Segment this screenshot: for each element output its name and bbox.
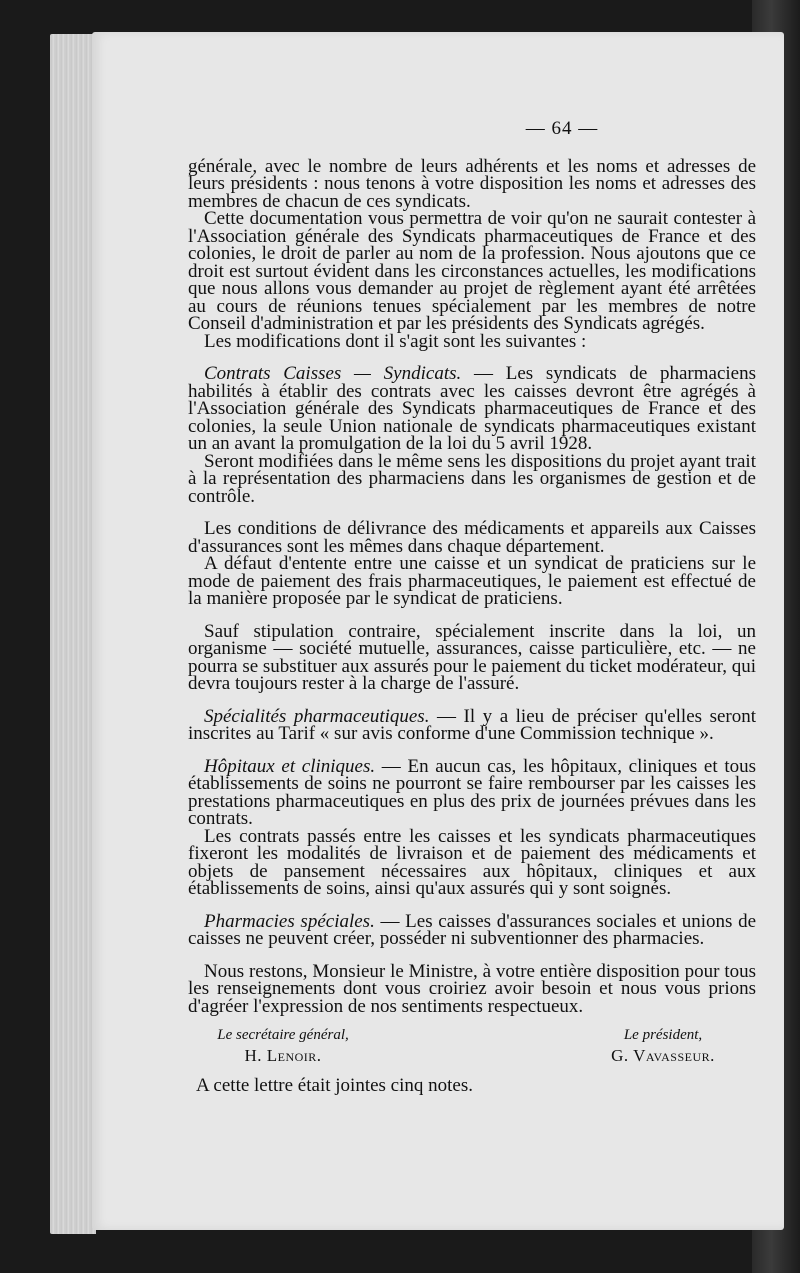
- paragraph: Les conditions de délivrance des médicaments et appareils aux Caisses d'assurances sont les mêmes dans chaque département.: [188, 518, 756, 557]
- section-text: — Les caisses d'assurances sociales et unions de caisses ne peuvent créer, posséder ni subventionner des pharmacies.: [188, 910, 756, 949]
- paragraph: Les contrats passés entre les caisses et les syndicats pharmaceutiques fixeront les modalités de livraison et de paiement des médicaments et objets de pansement nécessaires aux hôpitaux, cliniques et aux établissements de soins, ainsi qu'aux assurés qui y sont soignés.: [188, 825, 756, 899]
- signature-block: [188, 1027, 756, 1063]
- signature-name: H. Lenoir.: [244, 1046, 322, 1065]
- closing-note: A cette lettre était jointes cinq notes.: [196, 1075, 473, 1096]
- paragraph: A défaut d'entente entre une caisse et un syndicat de praticiens sur le mode de paiement des frais pharmaceutiques, le paiement est effectué de la manière proposée par le syndicat de praticiens.: [188, 553, 756, 609]
- page-text: [188, 120, 756, 1095]
- signature-role: Le président,: [623, 1027, 703, 1043]
- paragraph: Cette documentation vous permettra de voir qu'on ne saurait contester à l'Association générale des Syndicats pharmaceutiques de France et des colonies, le droit de parler au nom de la profession. Nous ajoutons que ce droit est surtout évident dans les circonstances actuelles, les modifications que nous allons vous demander au projet de règlement ayant été arrêtées au cours de réunions tenues spécialement par les membres de notre Conseil d'administration et par les présidents des Syndicats agrégés.: [188, 208, 756, 334]
- section-heading: Spécialités pharmaceutiques.: [204, 705, 430, 727]
- paragraph-conclusion: Nous restons, Monsieur le Ministre, à votre entière disposition pour tous les renseignements dont vous croiriez avoir besoin et nous vous prions d'agréer l'expression de nos sentiments respectueux.: [188, 960, 756, 1017]
- signature-secretary: [208, 1027, 358, 1065]
- paragraph: générale, avec le nombre de leurs adhérents et les noms et adresses de leurs présidents : nous tenons à votre disposition les noms et adresses des membres de chacun de ces syndicats.: [188, 155, 756, 212]
- section-heading: Contrats Caisses — Syndicats.: [204, 363, 462, 384]
- page-number: — 64 —: [525, 118, 599, 139]
- signature-president: [568, 1027, 758, 1065]
- section-contrats: [188, 365, 756, 453]
- book-spine: [50, 34, 96, 1234]
- section-heading: Hôpitaux et cliniques.: [204, 755, 376, 777]
- section-heading: Pharmacies spéciales.: [204, 910, 375, 932]
- section-specialites: [188, 705, 756, 744]
- signature-role: Le secrétaire général,: [217, 1027, 349, 1043]
- section-text: — Les syndicats de pharmaciens habilités à établir des contrats avec les caisses devront être agrégés à l'Association générale des Syndicats pharmaceutiques de France et des colonies, la seule Union nationale de syndicats pharmaceutiques existant un an avant la promulgation de la loi du 5 avril 1928.: [188, 363, 756, 454]
- section-text: — En aucun cas, les hôpitaux, cliniques et tous établissements de soins ne pourront se faire rembourser par les caisses les prestations pharmaceutiques en plus des prix de journées prévues dans les contrats.: [188, 755, 756, 829]
- paragraph: Sauf stipulation contraire, spécialement inscrite dans la loi, un organisme — société mutuelle, assurances, caisse particulière, etc. — ne pourra se substituer aux assurés pour le paiement du ticket modérateur, qui devra toujours rester à la charge de l'assuré.: [188, 620, 757, 694]
- signature-name: G. Vavasseur.: [611, 1046, 715, 1065]
- section-text: — Il y a lieu de préciser qu'elles seront inscrites au Tarif « sur avis conforme d'une Commission technique ».: [188, 705, 756, 744]
- section-hopitaux: [188, 755, 756, 829]
- section-pharmacies: [188, 910, 756, 949]
- paragraph: Les modifications dont il s'agit sont les suivantes :: [204, 330, 587, 352]
- paragraph: Seront modifiées dans le même sens les dispositions du projet ayant trait à la représentation des pharmaciens dans les organismes de gestion et de contrôle.: [188, 450, 756, 507]
